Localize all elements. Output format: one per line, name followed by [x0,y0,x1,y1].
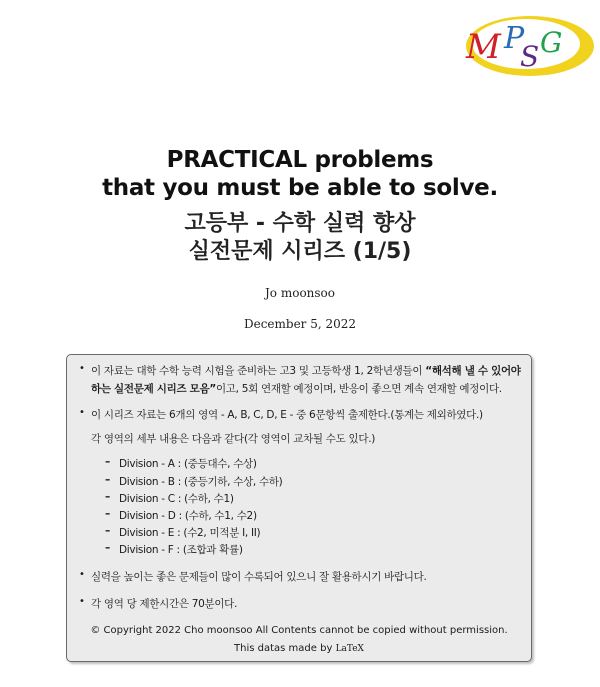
dash-e: – [105,525,111,537]
copyright: © Copyright 2022 Cho moonsoo All Contents cannot be copied without permission. [90,625,508,636]
latex-logo: LaTeX [335,644,364,654]
title-korean-line1: 고등부 - 수학 실력 향상 [184,211,416,236]
bullet-3: • [79,569,85,580]
division-b: Division - B : (중등기하, 수상, 수하) [119,476,283,488]
division-e: Division - E : (수2, 미적분 I, II) [119,527,261,539]
bullet-2: • [79,407,85,418]
svg-text:G: G [540,26,563,59]
bullet-4: • [79,596,85,607]
division-a: Division - A : (중등대수, 수상) [119,458,257,470]
notice-item-2-sub: 각 영역의 세부 내용은 다음과 같다(각 영역이 교차될 수도 있다.) [91,433,376,445]
mpsg-logo [456,8,596,80]
notice-item-1-text-cont: 이고, 5회 연재할 예정이며, 반응이 좋으면 계속 연재할 예정이다. [215,383,502,395]
svg-text:S: S [520,40,540,73]
svg-text:M: M [466,27,501,67]
notice-item-3: 실력을 높이는 좋은 문제들이 많이 수록되어 있으니 잘 활용하시기 바랍니다. [91,571,427,583]
notice-item-1-text: 이 자료는 대학 수학 능력 시험을 준비하는 고3 및 고등학생 1, 2학년생들이 [91,365,426,377]
made-by [67,643,531,654]
notice-item-4: 각 영역 당 제한시간은 70분이다. [91,598,238,610]
division-f: Division - F : (조합과 확률) [119,544,243,556]
notice-item-1-bold-cont: 하는 실전문제 시리즈 모음” [91,383,216,395]
dash-c: – [105,491,111,503]
made-by-text: This datas made by [234,643,336,654]
notice-item-1-line2 [91,381,502,396]
notice-box [66,354,532,662]
notice-item-1-bold: “해석해 낼 수 있어야 [425,365,521,377]
division-d: Division - D : (수하, 수1, 수2) [119,510,257,522]
dash-a: – [105,456,111,468]
notice-item-1-line1 [91,363,521,378]
notice-item-2: 이 시리즈 자료는 6개의 영역 - A, B, C, D, E - 중 6문항씩 출제한다.(통계는 제외하였다.) [91,409,483,421]
title-english-line2: that you must be able to solve. [102,175,498,201]
title-english-line1: PRACTICAL problems [166,147,434,173]
bullet-1: • [79,363,85,374]
svg-text:P: P [504,21,525,56]
dash-b: – [105,474,111,486]
author: Jo moonsoo [264,286,335,300]
division-c: Division - C : (수하, 수1) [119,493,234,505]
date: December 5, 2022 [243,317,357,331]
dash-d: – [105,508,111,520]
title-korean-line2: 실전문제 시리즈 (1/5) [188,239,412,264]
dash-f: – [105,542,111,554]
